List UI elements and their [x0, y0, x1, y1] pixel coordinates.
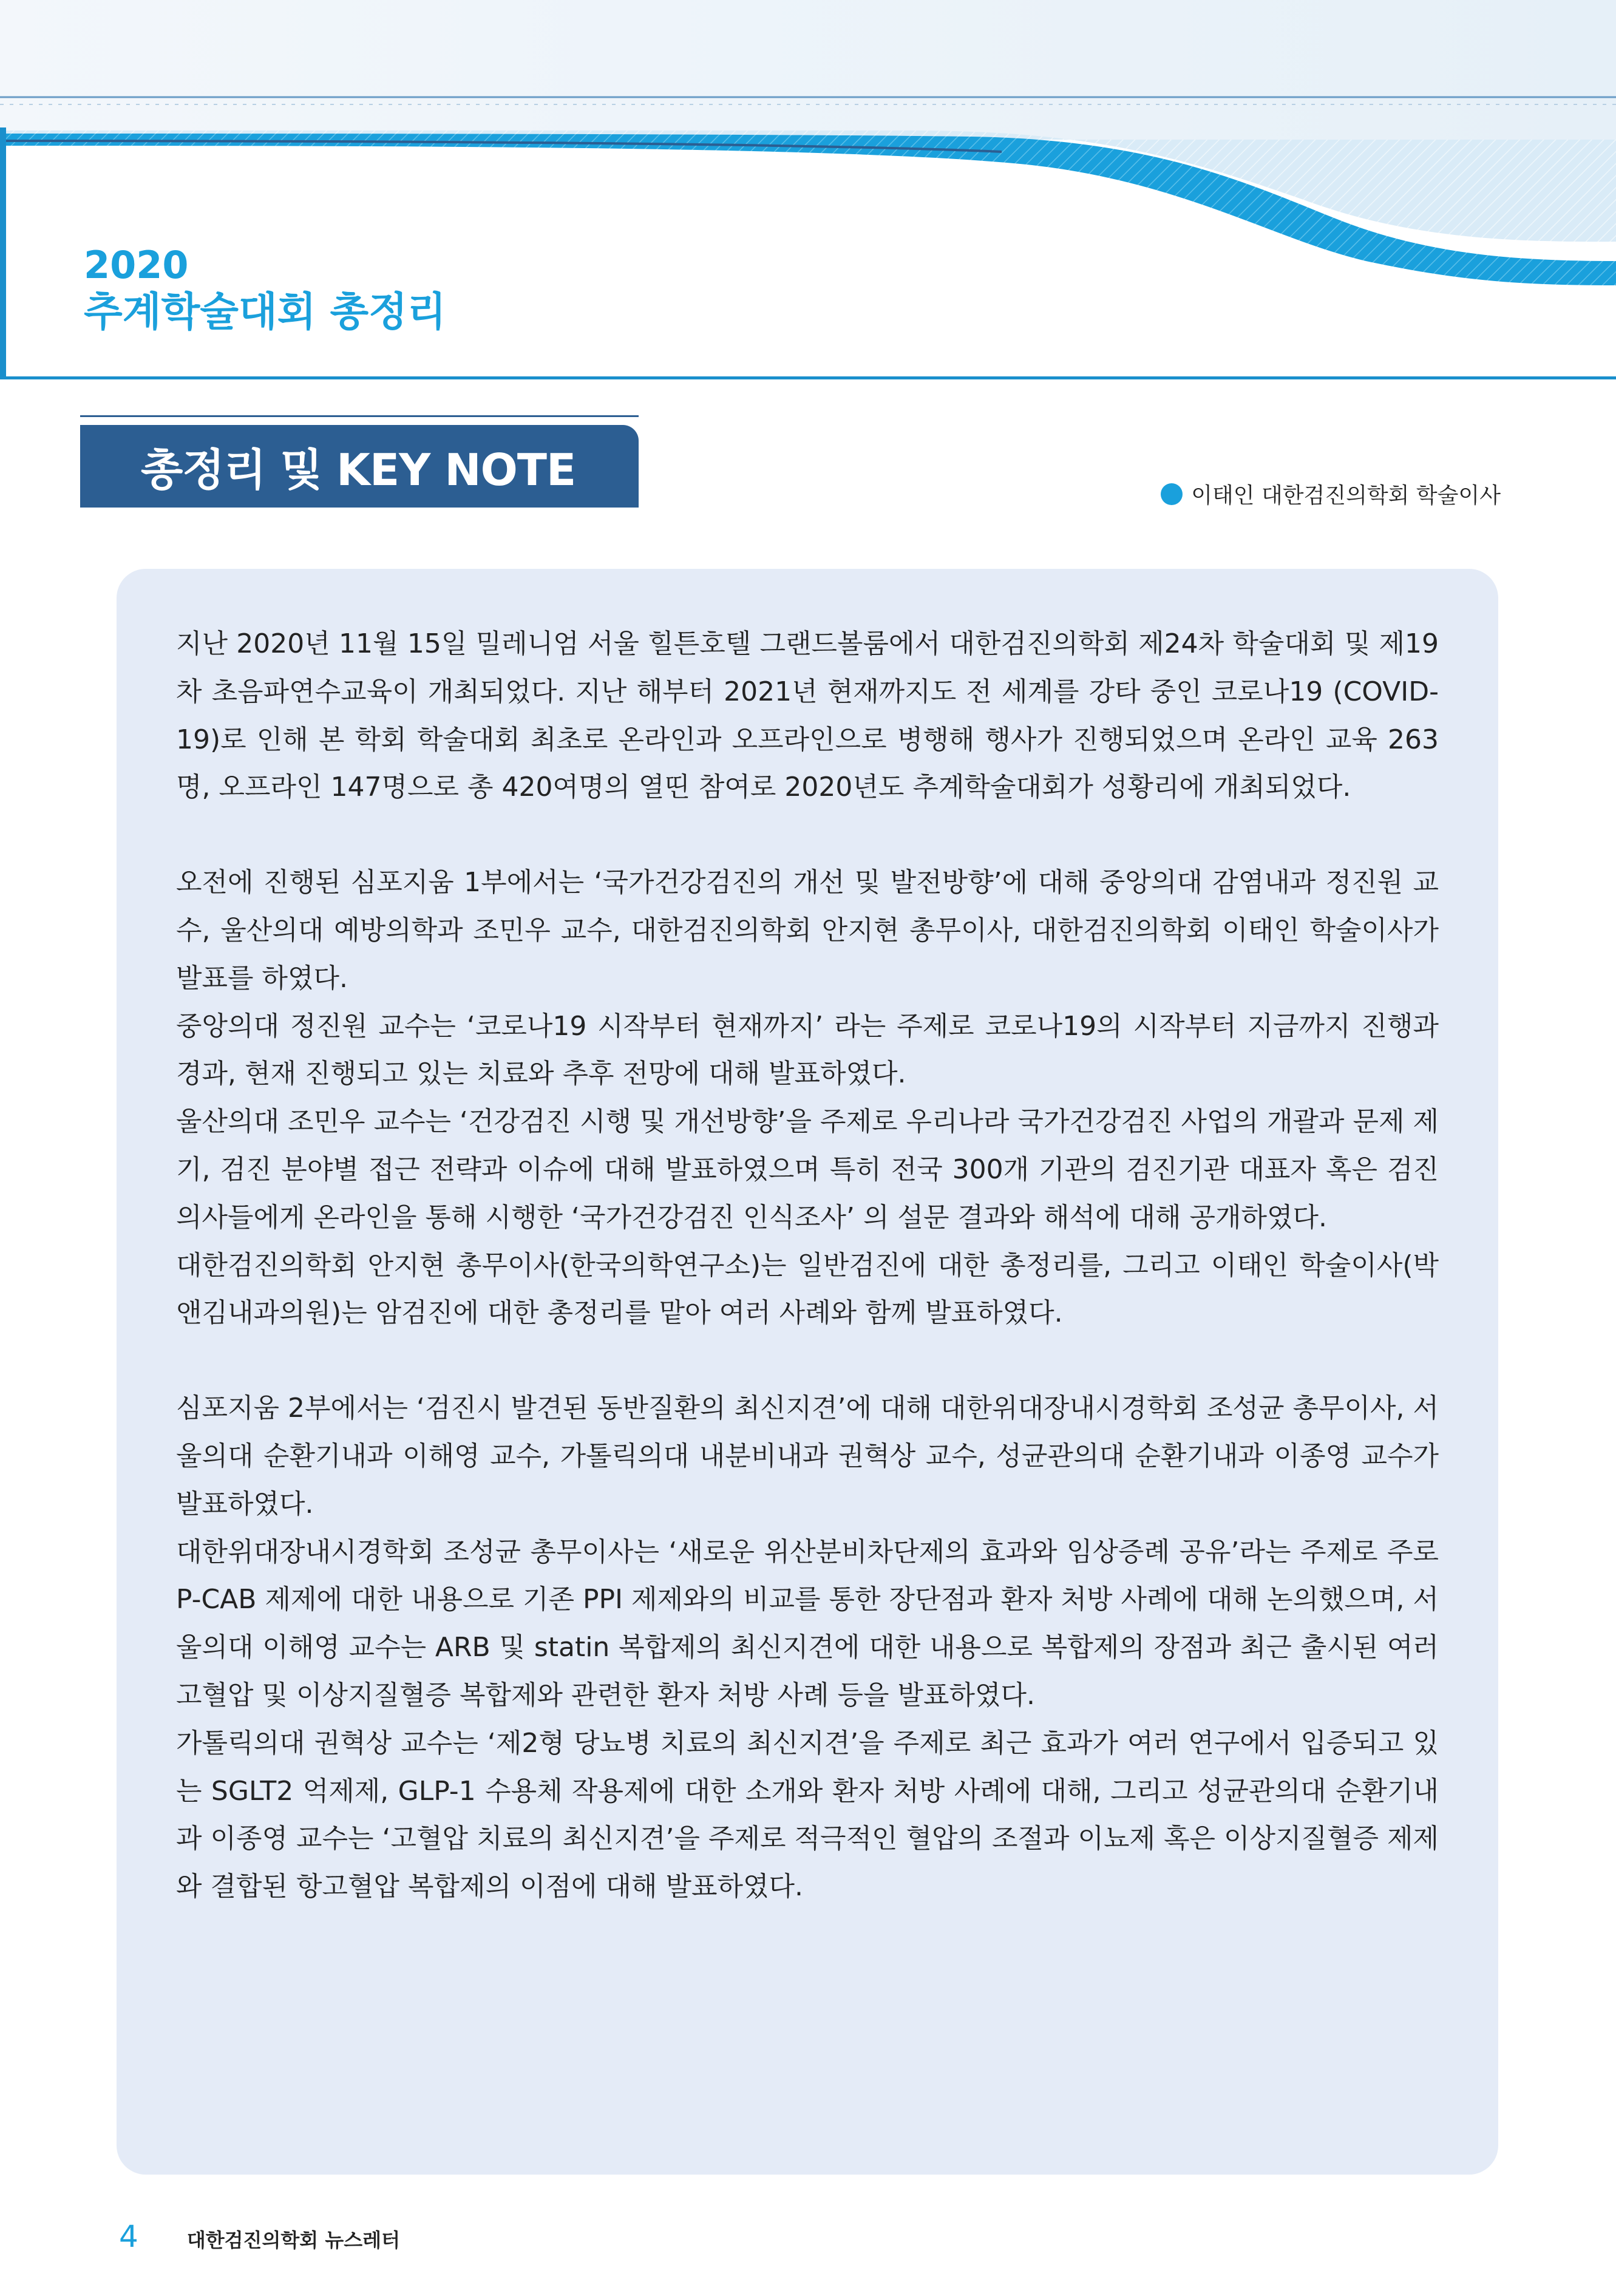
newsletter-title: 대한검진의학회 뉴스레터 [186, 2229, 400, 2252]
page-number: 4 [119, 2219, 138, 2254]
paragraph-intro [176, 620, 1439, 812]
bullet-dot-icon [1161, 483, 1183, 505]
section-title: 총정리 및 KEY NOTE [140, 444, 576, 495]
header-title-block [84, 243, 446, 336]
header-title: 추계학술대회 총정리 [84, 288, 446, 336]
paragraph-line: 가톨릭의대 권혁상 교수는 ‘제2형 당뇨병 치료의 최신지견’을 주제로 최근 효과가 여러 연구에서 입증되고 있는 SGLT2 억제제, GLP-1 수용체 작용제에 대한 소개와 환자 처방 사례에 대해, 그리고 성균관의대 순환기내과 이종영 교수는 ‘고혈압 치료의 최신지견’을 주제로 적극적인 혈압의 조절과 이뇨제 혹은 이상지질혈증 제제와 결합된 항고혈압 복합제의 이점에 대해 발표하였다. [176, 1727, 1439, 1903]
paragraph-line: 대한위대장내시경학회 조성균 총무이사는 ‘새로운 위산분비차단제의 효과와 임상증례 공유’라는 주제로 주로 P-CAB 제제에 대한 내용으로 기존 PPI 제제와의 비교를 통한 장단점과 환자 처방 사례에 대해 논의했으며, 서울의대 이해영 교수는 ARB 및 statin 복합제의 최신지견에 대한 내용으로 복합제의 장점과 최근 출시된 여러 고혈압 및 이상지질혈증 복합제와 관련한 환자 처방 사례 등을 발표하였다. [176, 1536, 1439, 1711]
page-footer [119, 2219, 400, 2254]
paragraph-line: 대한검진의학회 안지현 총무이사(한국의학연구소)는 일반검진에 대한 총정리를, 그리고 이태인 학술이사(박앤김내과의원)는 암검진에 대한 총정리를 맡아 여러 사례와 함께 발표하였다. [176, 1249, 1439, 1329]
article-body [176, 620, 1439, 1958]
paragraph-line: 울산의대 조민우 교수는 ‘건강검진 시행 및 개선방향’을 주제로 우리나라 국가건강검진 사업의 개괄과 문제 제기, 검진 분야별 접근 전략과 이슈에 대해 발표하였으며 특히 전국 300개 기관의 검진기관 대표자 혹은 검진의사들에게 온라인을 통해 시행한 ‘국가건강검진 인식조사’ 의 설문 결과와 해석에 대해 공개하였다. [176, 1106, 1439, 1233]
author-line [1161, 478, 1501, 509]
paragraph-line: 중앙의대 정진원 교수는 ‘코로나19 시작부터 현재까지’ 라는 주제로 코로나19의 시작부터 지금까지 진행과 경과, 현재 진행되고 있는 치료와 추후 전망에 대해 발표하였다. [176, 1010, 1439, 1090]
header-divider [0, 376, 1616, 379]
paragraph-line: 심포지움 2부에서는 ‘검진시 발견된 동반질환의 최신지견’에 대해 대한위대장내시경학회 조성균 총무이사, 서울의대 순환기내과 이해영 교수, 가톨릭의대 내분비내과 권혁상 교수, 성균관의대 순환기내과 이종영 교수가 발표하였다. [176, 1393, 1439, 1520]
paragraph-symposium-2 [176, 1385, 1439, 1911]
paragraph-line: 오전에 진행된 심포지움 1부에서는 ‘국가건강검진의 개선 및 발전방향’에 대해 중앙의대 감염내과 정진원 교수, 울산의대 예방의학과 조민우 교수, 대한검진의학회 안지현 총무이사, 대한검진의학회 이태인 학술이사가 발표를 하였다. [176, 867, 1439, 994]
author-name: 이태인 대한검진의학회 학술이사 [1191, 483, 1501, 508]
section-tab-top-rule [80, 415, 639, 417]
paragraph-line: 지난 2020년 11월 15일 밀레니엄 서울 힐튼호텔 그랜드볼룸에서 대한검진의학회 제24차 학술대회 및 제19차 초음파연수교육이 개최되었다. 지난 해부터 2021년 현재까지도 전 세계를 강타 중인 코로나19 (COVID-19)로 인해 본 학회 학술대회 최초로 온라인과 오프라인으로 병행해 행사가 진행되었으며 온라인 교육 263명, 오프라인 147명으로 총 420여명의 열띤 참여로 2020년도 추계학술대회가 성황리에 개최되었다. [176, 628, 1439, 803]
header-year: 2020 [84, 243, 189, 287]
paragraph-symposium-1 [176, 859, 1439, 1337]
